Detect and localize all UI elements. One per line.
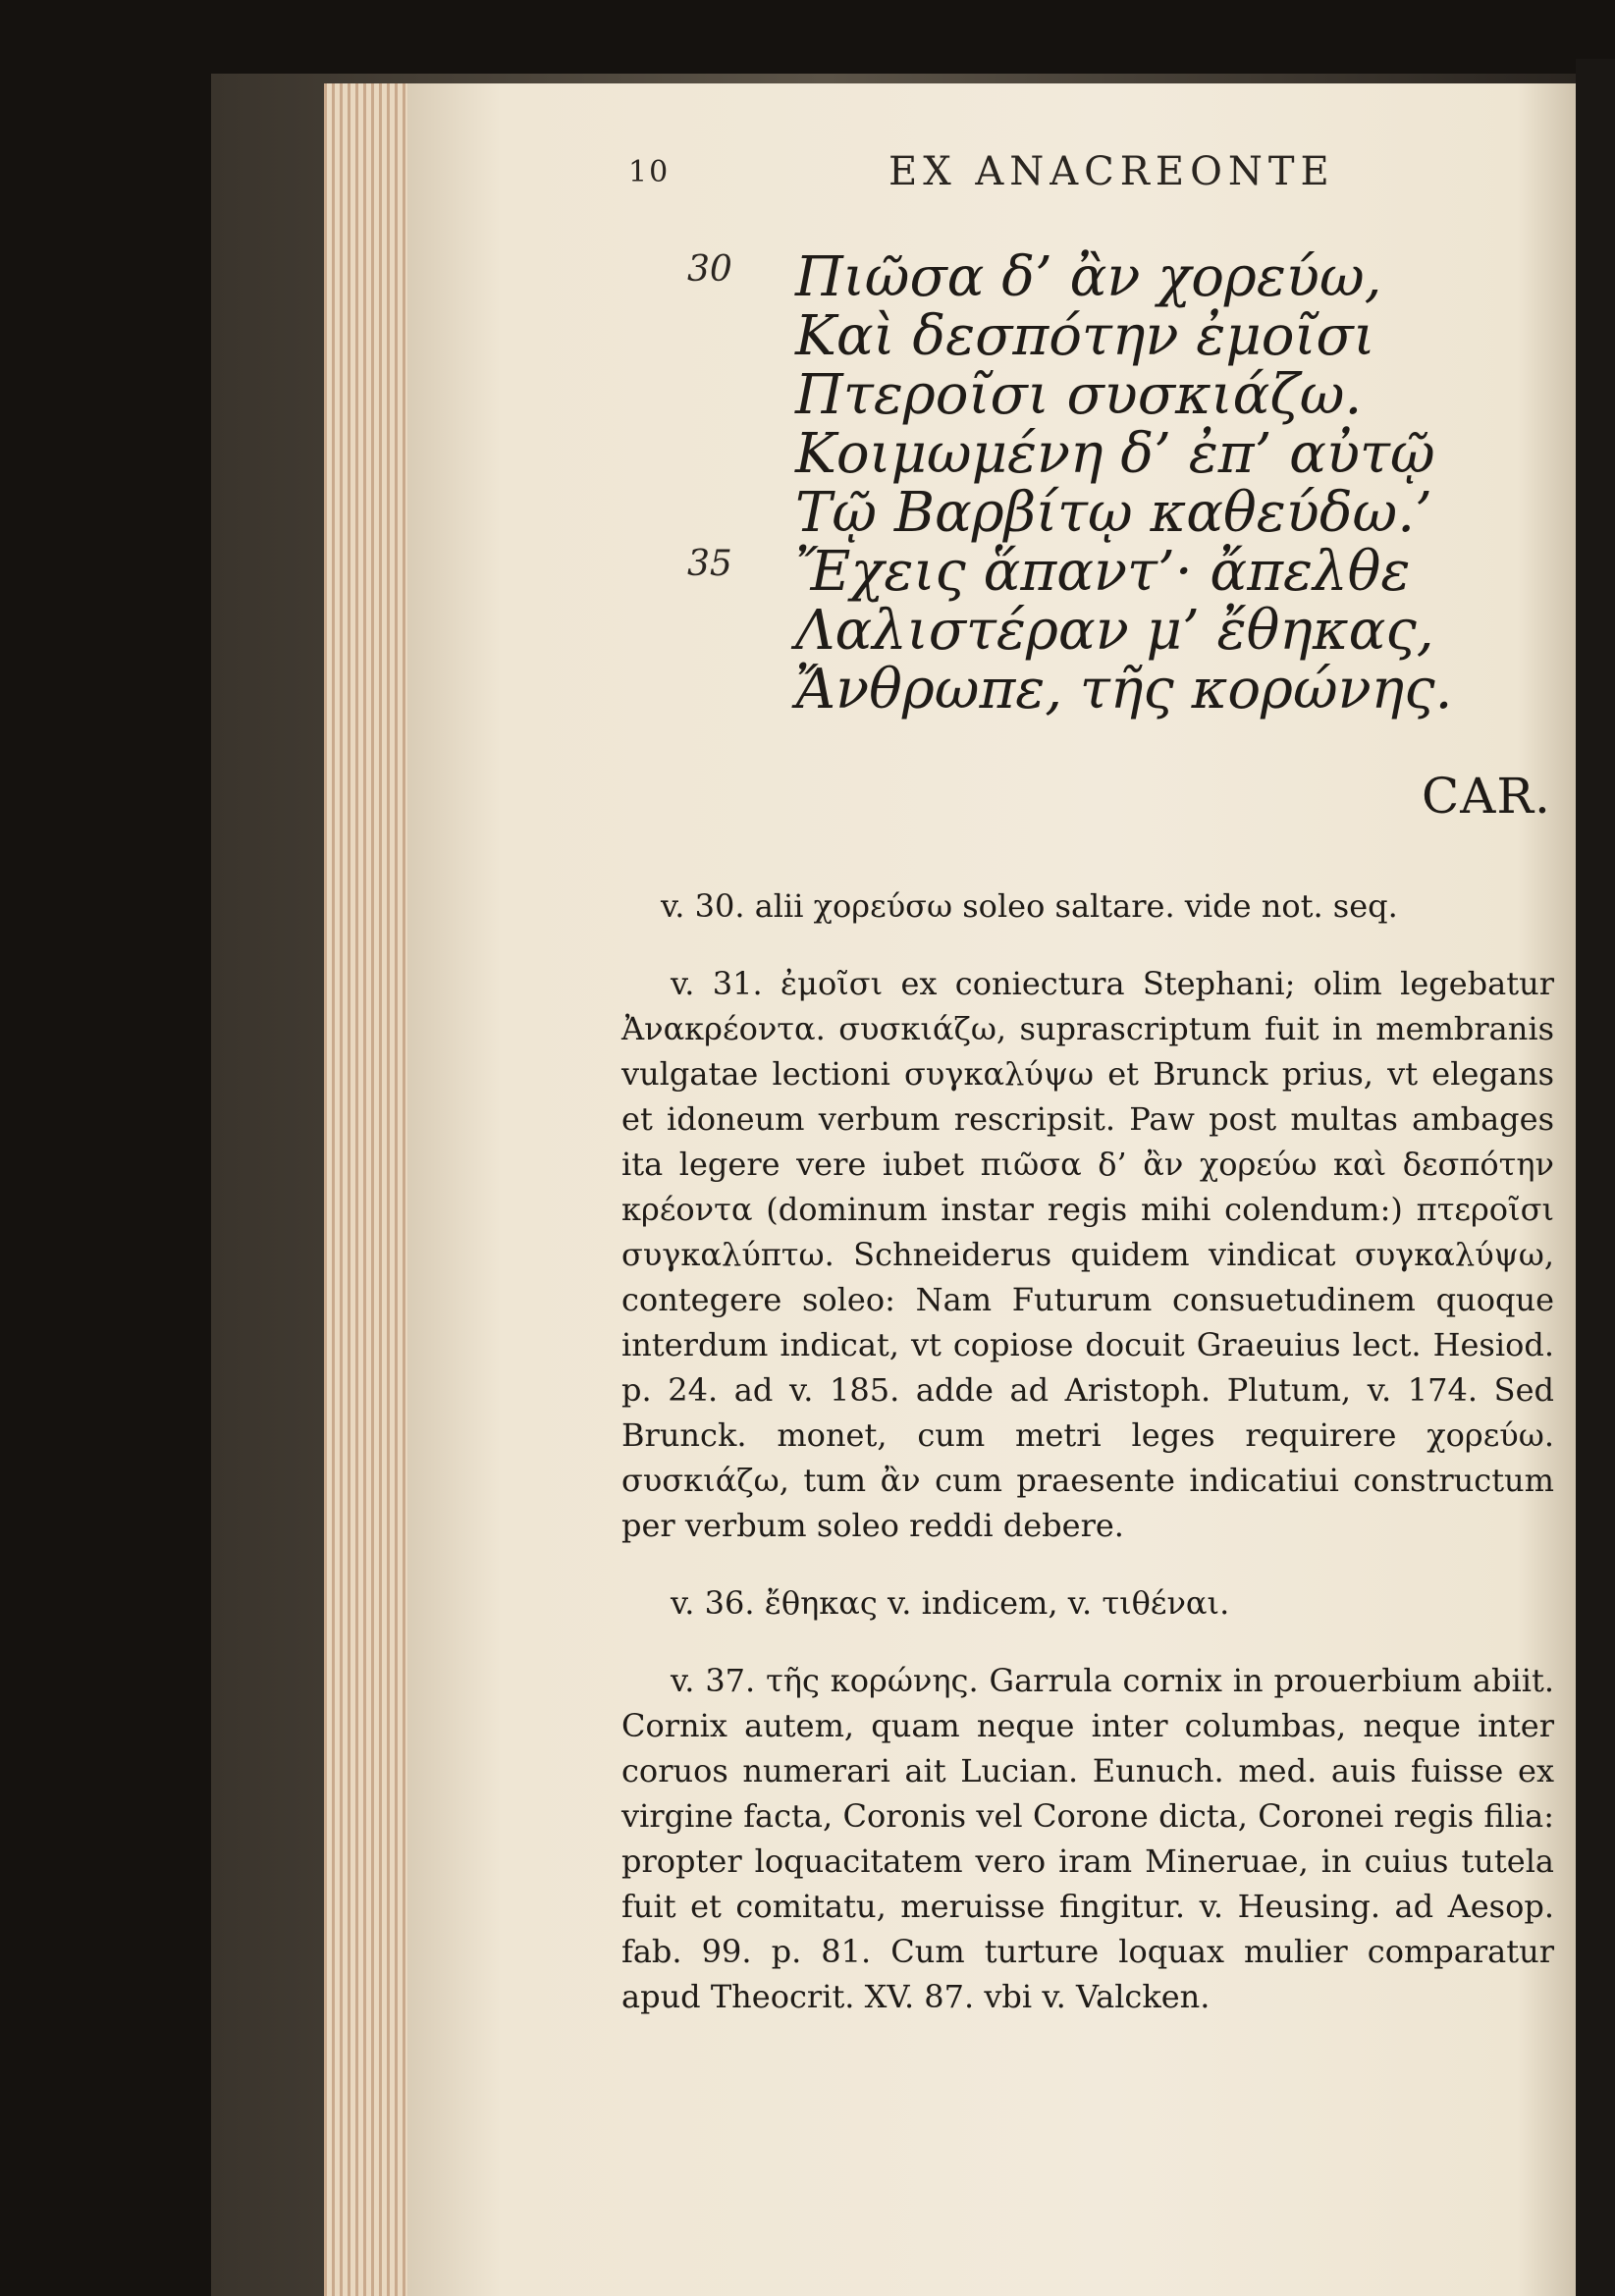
footnote: v. 30. alii χορεύσω soleo saltare. vide not. seq. [661, 887, 1398, 925]
verse-text: Πιῶσα δ’ ἂν χορεύω, [795, 245, 1382, 309]
verse-text: Τῷ Βαρβίτῳ καθεύδω.’ [795, 481, 1432, 545]
verse-text: Ἄνθρωπε, τῆς κορώνης. [795, 658, 1453, 721]
verse-text: Λαλιστέραν μ’ ἔθηκας, [795, 599, 1434, 663]
verse-text: Καὶ δεσπότην ἐμοῖσι [795, 304, 1375, 368]
footnote: v. 36. ἔθηκας v. indicem, v. τιθέναι. [671, 1584, 1230, 1622]
footnote: v. 37. τῆς κορώνης. Garrula cornix in prouerbium abiit. Cornix autem, quam neque inter columbas, neque inter coruos numerari ait Lucian. Eunuch. med. auis fuisse ex virgine facta, Coronis vel Corone dicta, Coronei regis filia: propter loquacitatem vero iram Mineruae, in cuius tutela fuit et comitatu, meruisse fingitur. v. Heusing. ad Aesop. fab. 99. p. 81. Cum turture loquax mulier comparatur apud Theocrit. XV. 87. vbi v. Valcken. [621, 1662, 1554, 2015]
page-header [628, 149, 1414, 198]
verse-text: Πτεροῖσι συσκιάζω. [795, 363, 1363, 427]
page-edges [324, 83, 412, 2296]
page-number: 10 [628, 155, 671, 189]
footnote: v. 31. ἐμοῖσι ex coniectura Stephani; olim legebatur Ἀνακρέοντα. συσκιάζω, suprascriptum fuit in membranis vulgatae lectioni συγκαλύψω et Brunck prius, vt elegans et idoneum verbum rescripsit. Paw post multas ambages ita legere vere iubet πιῶσα δ’ ἂν χορεύω καὶ δεσπότην κρέοντα (dominum instar regis mihi colendum:) πτεροῖσι συγκαλύπτω. Schneiderus quidem vindicat συγκαλύψω, contegere soleo: Nam Futurum consuetudinem quoque interdum indicat, vt copiose docuit Graeuius lect. Hesiod. p. 24. ad v. 185. adde ad Aristoph. Plutum, v. 174. Sed Brunck. monet, cum metri leges requirere χορεύω. συσκιάζω, tum ἂν cum praesente indicatiui constructum per verbum soleo reddi debere. [621, 965, 1554, 1544]
verse-line [795, 658, 1452, 726]
running-title: EX ANACREONTE [888, 149, 1335, 194]
line-number: 35 [687, 544, 732, 584]
verse-text: Κοιμωμένη δ’ ἐπ’ αὐτῷ [795, 422, 1435, 486]
footnotes [621, 883, 1554, 2052]
verse-text: Ἔχεις ἅπαντ’· ἄπελθε [795, 540, 1411, 604]
facing-page-shadow [1576, 59, 1615, 2296]
line-number: 30 [687, 249, 732, 290]
catchword: CAR. [1422, 768, 1551, 825]
